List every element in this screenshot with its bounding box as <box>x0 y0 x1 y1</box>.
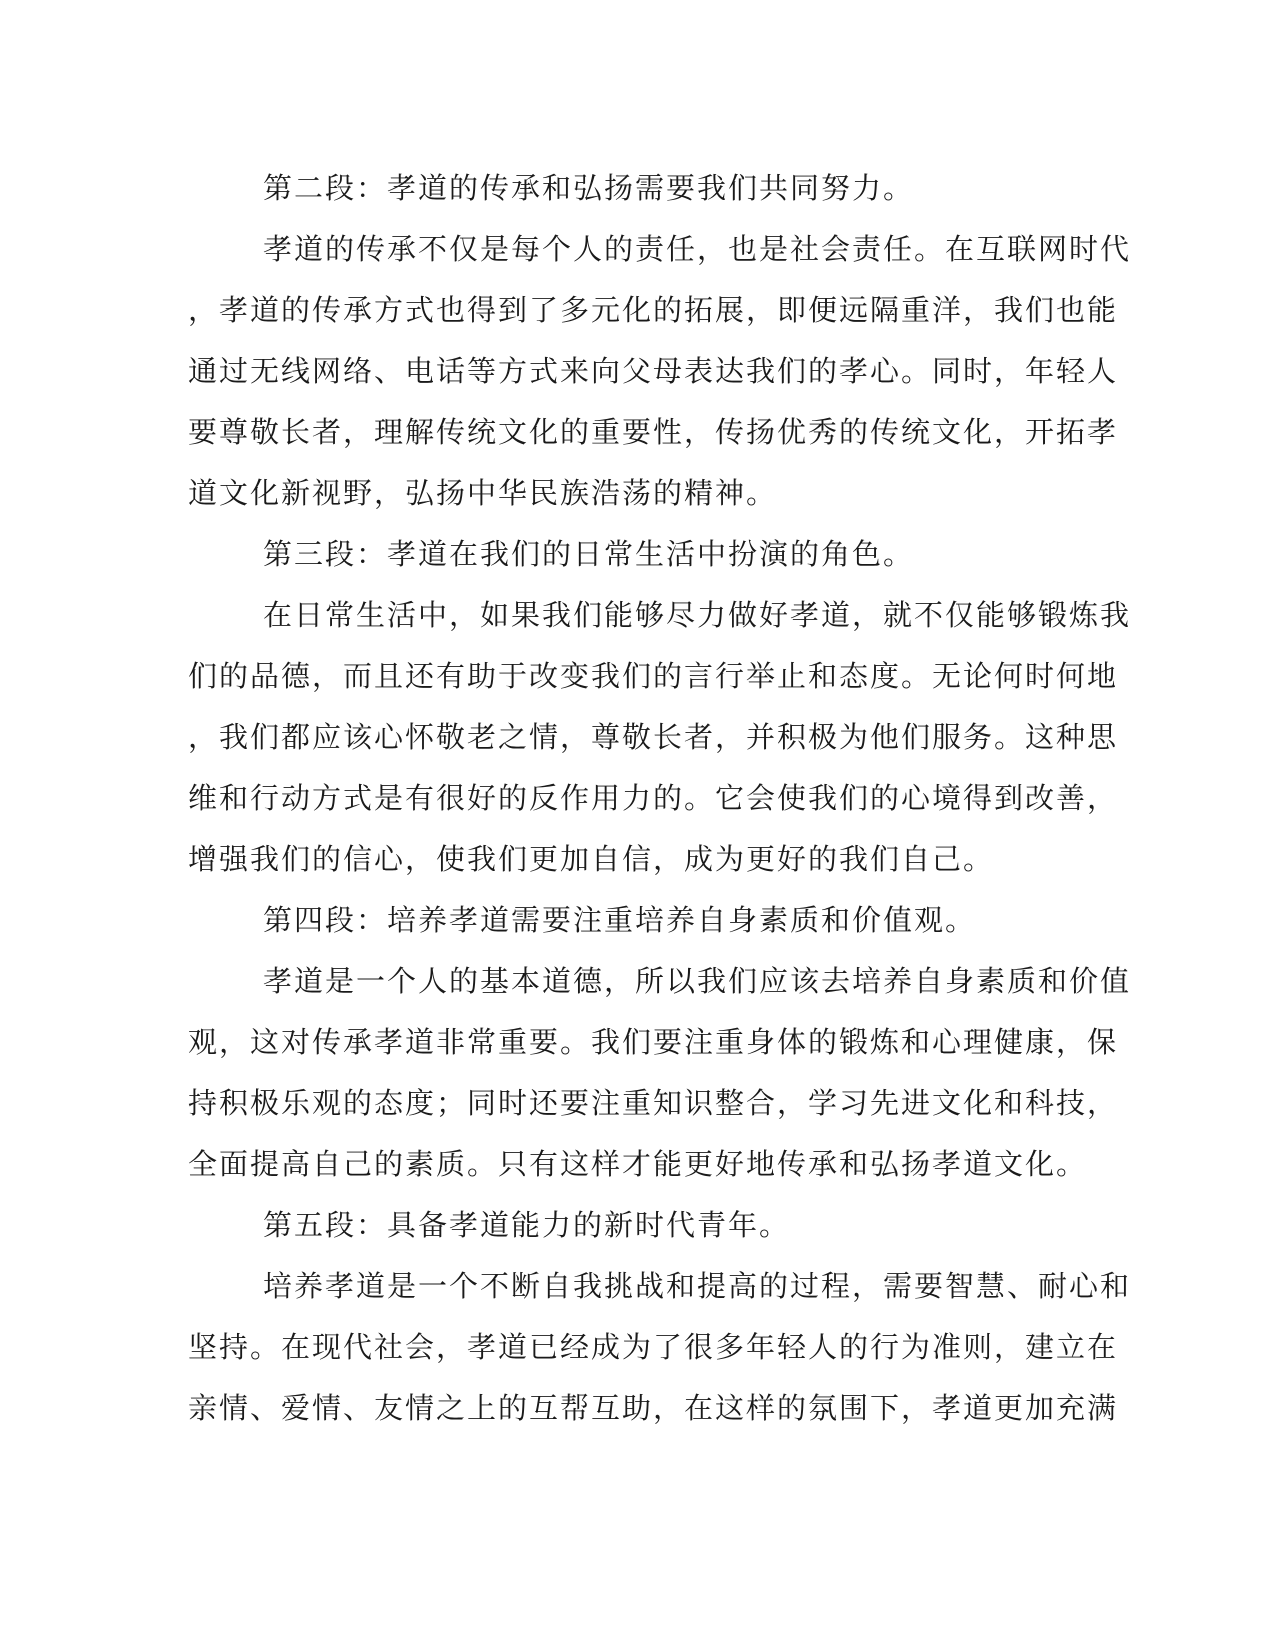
paragraph-line: 亲情、爱情、友情之上的互帮互助，在这样的氛围下，孝道更加充满 <box>188 1391 1119 1425</box>
paragraph-line: 道文化新视野，弘扬中华民族浩荡的精神。 <box>188 476 778 510</box>
paragraph-line: 持积极乐观的态度；同时还要注重知识整合，学习先进文化和科技， <box>188 1086 1119 1120</box>
section-heading-4: 第四段：培养孝道需要注重培养自身素质和价值观。 <box>263 903 977 937</box>
paragraph-line: 培养孝道是一个不断自我挑战和提高的过程，需要智慧、耐心和 <box>263 1269 1132 1303</box>
paragraph-line: 们的品德，而且还有助于改变我们的言行举止和态度。无论何时何地 <box>188 659 1119 693</box>
paragraph-line: ，孝道的传承方式也得到了多元化的拓展，即便远隔重洋，我们也能 <box>188 293 1119 327</box>
paragraph-line: 增强我们的信心，使我们更加自信，成为更好的我们自己。 <box>188 842 995 876</box>
section-heading-5: 第五段：具备孝道能力的新时代青年。 <box>263 1208 791 1242</box>
paragraph-line: 全面提高自己的素质。只有这样才能更好地传承和弘扬孝道文化。 <box>188 1147 1088 1181</box>
section-heading-3: 第三段：孝道在我们的日常生活中扮演的角色。 <box>263 537 915 571</box>
paragraph-line: 通过无线网络、电话等方式来向父母表达我们的孝心。同时，年轻人 <box>188 354 1119 388</box>
paragraph-line: 孝道的传承不仅是每个人的责任，也是社会责任。在互联网时代 <box>263 232 1132 266</box>
paragraph-line: 观，这对传承孝道非常重要。我们要注重身体的锻炼和心理健康，保 <box>188 1025 1119 1059</box>
document-body <box>188 158 1132 1439</box>
paragraph-line: 维和行动方式是有很好的反作用力的。它会使我们的心境得到改善， <box>188 781 1119 815</box>
paragraph-line: 坚持。在现代社会，孝道已经成为了很多年轻人的行为准则，建立在 <box>188 1330 1119 1364</box>
paragraph-line: 在日常生活中，如果我们能够尽力做好孝道，就不仅能够锻炼我 <box>263 598 1132 632</box>
paragraph-line: ，我们都应该心怀敬老之情，尊敬长者，并积极为他们服务。这种思 <box>188 720 1119 754</box>
paragraph-line: 要尊敬长者，理解传统文化的重要性，传扬优秀的传统文化，开拓孝 <box>188 415 1119 449</box>
paragraph-line: 孝道是一个人的基本道德，所以我们应该去培养自身素质和价值 <box>263 964 1132 998</box>
section-heading-2: 第二段：孝道的传承和弘扬需要我们共同努力。 <box>263 171 915 205</box>
